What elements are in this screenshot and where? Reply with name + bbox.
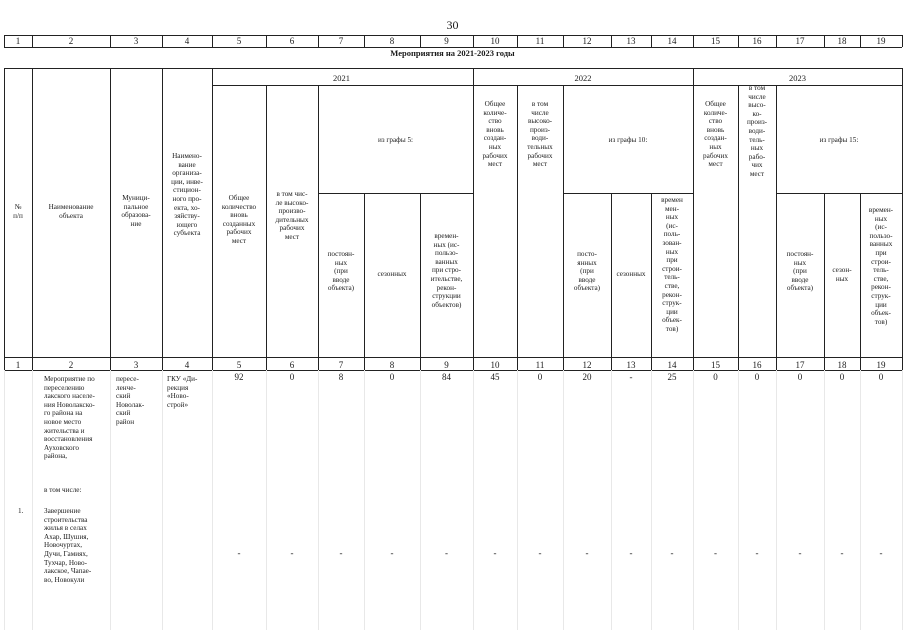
top-number-col-4: 4 bbox=[184, 36, 190, 46]
top-numbers-divider-19 bbox=[902, 35, 903, 47]
header-temp-2021: времен- ных (ис- пользо- ванных при стро- ительстве, рекон- струкции объектов) bbox=[430, 232, 463, 309]
top-number-col-10: 10 bbox=[490, 36, 500, 46]
bottom-number-col-8: 8 bbox=[389, 360, 395, 370]
row2-value-col-10: - bbox=[493, 548, 497, 558]
col-vline-5 bbox=[776, 85, 777, 370]
top-number-col-14: 14 bbox=[667, 36, 677, 46]
row2-value-col-19: - bbox=[879, 548, 883, 558]
top-number-col-15: 15 bbox=[711, 36, 720, 46]
row1-value-col-6: 0 bbox=[289, 372, 295, 382]
row2-value-col-16: - bbox=[755, 548, 759, 558]
row2-value-col-15: - bbox=[714, 548, 717, 558]
header-hp-2023: в том числе высо- ко- произ- води- тель- ных рабо- чих мест bbox=[746, 84, 768, 178]
top-number-col-9: 9 bbox=[444, 36, 449, 46]
top-numbers-divider-8 bbox=[420, 35, 421, 47]
body-vline-13 bbox=[651, 370, 652, 630]
body-vline-7 bbox=[364, 370, 365, 630]
top-number-col-3: 3 bbox=[133, 36, 139, 46]
row2-value-col-17: - bbox=[798, 548, 802, 558]
row1-value-col-7: 8 bbox=[338, 372, 344, 382]
row1-object: Мероприятие по переселению лакского населе- ния Новолакско- го района на новое место жительства и восстановления Ауховского района, bbox=[44, 375, 95, 461]
sub-header-divider-2023 bbox=[776, 193, 902, 194]
header-seasonal-2021: сезонных bbox=[377, 270, 407, 278]
row2-value-col-7: - bbox=[339, 548, 343, 558]
header-total-2022: Общее количе- ство вновь создан- ных рабочих мест bbox=[482, 100, 508, 169]
year-row-divider bbox=[212, 85, 902, 86]
row2-value-col-8: - bbox=[390, 548, 394, 558]
row1-value-col-9: 84 bbox=[442, 372, 451, 382]
header-from-col10: из графы 10: bbox=[608, 136, 648, 144]
header-municipality: Муници- пальное образова- ние bbox=[121, 194, 151, 228]
bottom-number-col-14: 14 bbox=[667, 360, 677, 370]
body-vline-17 bbox=[824, 370, 825, 630]
header-investor: Наимено- вание организа- ции, инве- стицион- ного про- екта, хо- зяйству- ющего субъекта bbox=[171, 152, 203, 238]
row1-investor: ГКУ «Ди- рекция «Ново- строй» bbox=[167, 375, 198, 409]
body-vline-19 bbox=[902, 370, 903, 630]
bottom-number-col-18: 18 bbox=[837, 360, 847, 370]
row1-value-col-17: 0 bbox=[797, 372, 803, 382]
row1-value-col-5: 92 bbox=[234, 372, 244, 382]
numbers-bottom-border bbox=[4, 370, 902, 371]
year-2021: 2021 bbox=[333, 73, 350, 83]
body-vline-11 bbox=[563, 370, 564, 630]
sub-vline-2 bbox=[611, 193, 612, 370]
top-number-col-5: 5 bbox=[236, 36, 242, 46]
header-temp-2022: времен мен- ных (ис- поль- зован- ных при строи- тель- стве, рекон- струк- ции объек- тов) bbox=[661, 196, 683, 333]
top-numbers-divider-2 bbox=[110, 35, 111, 47]
top-numbers-divider-0 bbox=[4, 35, 5, 47]
top-numbers-divider-5 bbox=[266, 35, 267, 47]
bottom-number-col-17: 17 bbox=[795, 360, 805, 370]
row2-value-col-9: - bbox=[445, 548, 448, 558]
row2-value-col-13: - bbox=[629, 548, 633, 558]
bottom-number-col-4: 4 bbox=[184, 360, 190, 370]
row1-value-col-19: 0 bbox=[878, 372, 884, 382]
top-numbers-divider-6 bbox=[318, 35, 319, 47]
row2-value-col-14: - bbox=[670, 548, 674, 558]
row2-value-col-12: - bbox=[585, 548, 589, 558]
top-number-col-18: 18 bbox=[837, 36, 847, 46]
top-number-col-7: 7 bbox=[338, 36, 344, 46]
top-number-col-6: 6 bbox=[289, 36, 295, 46]
year-2023: 2023 bbox=[789, 73, 806, 83]
bottom-number-col-19: 19 bbox=[876, 360, 886, 370]
top-numbers-divider-17 bbox=[824, 35, 825, 47]
header-total-2023: Общее количе- ство вновь создан- ных рабочих мест bbox=[703, 100, 728, 169]
top-number-col-8: 8 bbox=[389, 36, 395, 46]
bottom-number-col-13: 13 bbox=[626, 360, 636, 370]
sub-vline-0 bbox=[364, 193, 365, 370]
top-numbers-divider-1 bbox=[32, 35, 33, 47]
body-vline-9 bbox=[473, 370, 474, 630]
top-number-col-11: 11 bbox=[535, 36, 545, 46]
top-numbers-divider-3 bbox=[162, 35, 163, 47]
row1-value-col-10: 45 bbox=[490, 372, 500, 382]
top-numbers-divider-9 bbox=[473, 35, 474, 47]
year-2022: 2022 bbox=[574, 73, 592, 83]
row1-including: в том числе: bbox=[44, 486, 82, 494]
bottom-number-col-7: 7 bbox=[338, 360, 344, 370]
bottom-number-col-16: 16 bbox=[752, 360, 762, 370]
bottom-number-col-5: 5 bbox=[236, 360, 242, 370]
row2-value-col-18: - bbox=[840, 548, 844, 558]
col-vline-3 bbox=[563, 85, 564, 370]
body-vline-18 bbox=[860, 370, 861, 630]
page-number: 30 bbox=[446, 18, 459, 32]
body-vline-12 bbox=[611, 370, 612, 630]
body-vline-0 bbox=[4, 370, 5, 630]
header-hp-jobs: в том чис- ле высоко- произво- дительных рабочих мест bbox=[275, 190, 309, 241]
bottom-number-col-2: 2 bbox=[68, 360, 74, 370]
main-vline-5 bbox=[902, 68, 903, 370]
body-vline-3 bbox=[162, 370, 163, 630]
bottom-number-col-11: 11 bbox=[535, 360, 545, 370]
row1-value-col-12: 20 bbox=[582, 372, 592, 382]
body-vline-4 bbox=[212, 370, 213, 630]
top-numbers-divider-18 bbox=[860, 35, 861, 47]
header-total-jobs: Общее количество вновь созданных рабочих мест bbox=[221, 194, 257, 245]
header-perm-2023: постоян- ных (при вводе объекта) bbox=[786, 250, 814, 293]
section-title: Мероприятия на 2021-2023 годы bbox=[390, 48, 515, 58]
top-number-col-13: 13 bbox=[626, 36, 636, 46]
row2-value-col-11: - bbox=[538, 548, 542, 558]
top-number-col-12: 12 bbox=[582, 36, 592, 46]
header-from-col5: из графы 5: bbox=[377, 136, 414, 144]
header-seasonal-2023: сезон- ных bbox=[832, 266, 852, 283]
row2-value-col-5: - bbox=[237, 548, 241, 558]
header-hp-2022: в том числе высоко- произ- води- тельных рабочих мест bbox=[527, 100, 553, 169]
row1-value-col-16: 0 bbox=[754, 372, 760, 382]
body-vline-10 bbox=[517, 370, 518, 630]
top-number-col-1: 1 bbox=[15, 36, 21, 46]
header-seasonal-2022: сезонных bbox=[616, 270, 646, 278]
row1-value-col-13: - bbox=[629, 372, 633, 382]
row1-value-col-14: 25 bbox=[667, 372, 677, 382]
bottom-number-col-1: 1 bbox=[15, 360, 21, 370]
row2-num: 1. bbox=[18, 507, 24, 515]
top-numbers-divider-11 bbox=[563, 35, 564, 47]
body-vline-8 bbox=[420, 370, 421, 630]
header-num: № п/п bbox=[13, 203, 23, 220]
top-numbers-divider-10 bbox=[517, 35, 518, 47]
header-perm-2021: постоян- ных (при вводе объекта) bbox=[327, 250, 355, 293]
bottom-number-col-12: 12 bbox=[582, 360, 592, 370]
row1-value-col-15: 0 bbox=[713, 372, 718, 382]
header-from-col15: из графы 15: bbox=[819, 136, 859, 144]
top-numbers-divider-13 bbox=[651, 35, 652, 47]
body-vline-15 bbox=[738, 370, 739, 630]
body-vline-5 bbox=[266, 370, 267, 630]
top-numbers-divider-15 bbox=[738, 35, 739, 47]
header-perm-2022: посто- янных (при вводе объекта) bbox=[573, 250, 601, 293]
top-numbers-divider-14 bbox=[693, 35, 694, 47]
row1-municipality: пересе- ленче- ский Новолак- ский район bbox=[116, 375, 145, 426]
top-numbers-divider-4 bbox=[212, 35, 213, 47]
top-number-col-19: 19 bbox=[876, 36, 886, 46]
row1-value-col-18: 0 bbox=[839, 372, 845, 382]
row2-object: Завершение строительства жилья в селах Ахар, Шушия, Новочуртах, Дучи, Гамиях, Тухчар, Ново- лакское, Чапае- во, Новокули bbox=[44, 507, 92, 584]
bottom-number-col-10: 10 bbox=[490, 360, 500, 370]
sub-header-divider-2022 bbox=[563, 193, 693, 194]
header-bottom-border bbox=[4, 357, 902, 358]
top-numbers-divider-7 bbox=[364, 35, 365, 47]
table-top-border bbox=[4, 68, 902, 69]
bottom-number-col-6: 6 bbox=[289, 360, 295, 370]
bottom-number-col-9: 9 bbox=[444, 360, 449, 370]
top-number-col-17: 17 bbox=[795, 36, 805, 46]
sub-header-divider-2021 bbox=[318, 193, 473, 194]
col-vline-1 bbox=[318, 85, 319, 370]
header-temp-2023: времен- ных (ис- пользо- ванных при строи- тель- стве, рекон- струк- ции объек- тов) bbox=[868, 206, 894, 326]
body-vline-1 bbox=[32, 370, 33, 630]
header-object-name: Наименование объекта bbox=[48, 203, 94, 220]
row1-value-col-8: 0 bbox=[389, 372, 395, 382]
bottom-number-col-15: 15 bbox=[711, 360, 720, 370]
top-numbers-divider-12 bbox=[611, 35, 612, 47]
row1-value-col-11: 0 bbox=[537, 372, 543, 382]
body-vline-14 bbox=[693, 370, 694, 630]
row2-value-col-6: - bbox=[290, 548, 294, 558]
body-vline-16 bbox=[776, 370, 777, 630]
body-vline-6 bbox=[318, 370, 319, 630]
top-numbers-divider-16 bbox=[776, 35, 777, 47]
top-number-col-16: 16 bbox=[752, 36, 762, 46]
bottom-number-col-3: 3 bbox=[133, 360, 139, 370]
top-number-col-2: 2 bbox=[68, 36, 74, 46]
